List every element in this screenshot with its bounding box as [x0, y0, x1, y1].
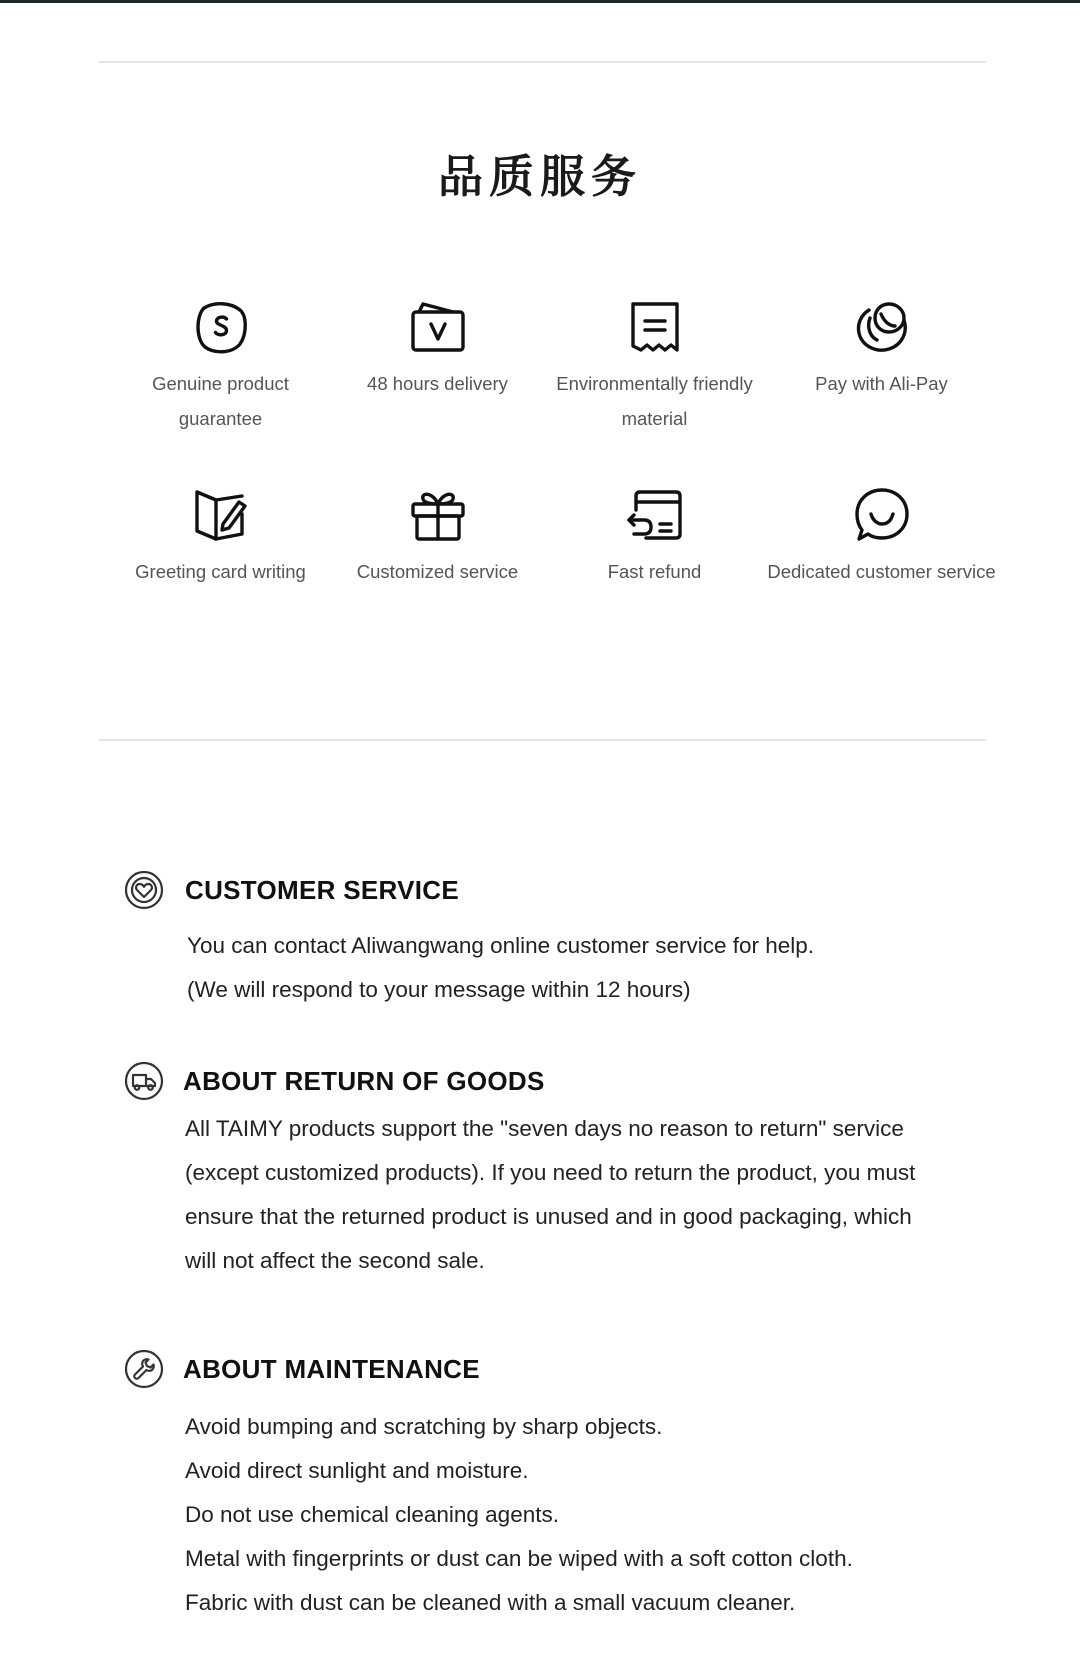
- body-line: Avoid direct sunlight and moisture.: [185, 1458, 529, 1483]
- top-divider: [99, 61, 986, 63]
- section-heading: CUSTOMER SERVICE: [185, 874, 460, 905]
- refund-icon: [624, 484, 686, 546]
- body-line: (We will respond to your message within 12 hours): [187, 977, 691, 1002]
- service-eco-material: [546, 296, 763, 484]
- maintenance-section: [124, 1347, 1004, 1625]
- service-genuine-product: [112, 296, 329, 484]
- service-label: Genuine product guarantee: [152, 373, 289, 429]
- section-body: [185, 1107, 1025, 1283]
- customer-service-section: [124, 868, 1004, 1012]
- section-heading: ABOUT RETURN OF GOODS: [183, 1065, 545, 1096]
- section-body: [185, 1405, 1004, 1625]
- wrench-circle-icon: [124, 1349, 164, 1389]
- body-line: ensure that the returned product is unused and in good packaging, which: [185, 1204, 912, 1229]
- heart-circle-icon: [124, 870, 164, 910]
- service-label: Greeting card writing: [135, 561, 306, 582]
- body-line: Avoid bumping and scratching by sharp objects.: [185, 1414, 663, 1439]
- returns-section: [124, 1059, 1004, 1283]
- service-48h-delivery: [329, 296, 546, 484]
- chat-smile-icon: [851, 484, 913, 546]
- v-box-icon: [407, 296, 469, 358]
- service-label: Customized service: [356, 561, 519, 582]
- body-line: You can contact Aliwangwang online customer service for help.: [187, 933, 815, 958]
- service-greeting-card: [112, 484, 329, 634]
- section-title: 品质服务: [437, 150, 642, 203]
- body-line: Fabric with dust can be cleaned with a small vacuum cleaner.: [185, 1590, 796, 1615]
- service-label: Dedicated customer service: [767, 561, 996, 582]
- body-line: (except customized products). If you need to return the product, you must: [185, 1160, 916, 1185]
- service-dedicated-support: [763, 484, 1000, 634]
- service-customized: [329, 484, 546, 634]
- section-body: [187, 924, 1004, 1012]
- services-grid: [112, 296, 1000, 634]
- service-label: 48 hours delivery: [367, 373, 508, 394]
- body-line: will not affect the second sale.: [185, 1248, 485, 1273]
- service-label: Environmentally friendly material: [556, 373, 753, 429]
- top-strip: [0, 0, 1080, 3]
- receipt-icon: [624, 296, 686, 358]
- service-fast-refund: [546, 484, 763, 634]
- gift-icon: [407, 484, 469, 546]
- body-line: Do not use chemical cleaning agents.: [185, 1502, 559, 1527]
- middle-divider: [99, 739, 986, 741]
- s-badge-icon: [190, 296, 252, 358]
- body-line: Metal with fingerprints or dust can be wiped with a soft cotton cloth.: [185, 1546, 853, 1571]
- alipay-icon: [851, 296, 913, 358]
- service-alipay: [763, 296, 1000, 484]
- truck-circle-icon: [124, 1061, 164, 1101]
- card-pen-icon: [190, 484, 252, 546]
- service-label: Fast refund: [607, 561, 702, 582]
- body-line: All TAIMY products support the "seven days no reason to return" service: [185, 1116, 904, 1141]
- section-heading: ABOUT MAINTENANCE: [183, 1353, 480, 1384]
- service-label: Pay with Ali-Pay: [815, 373, 948, 394]
